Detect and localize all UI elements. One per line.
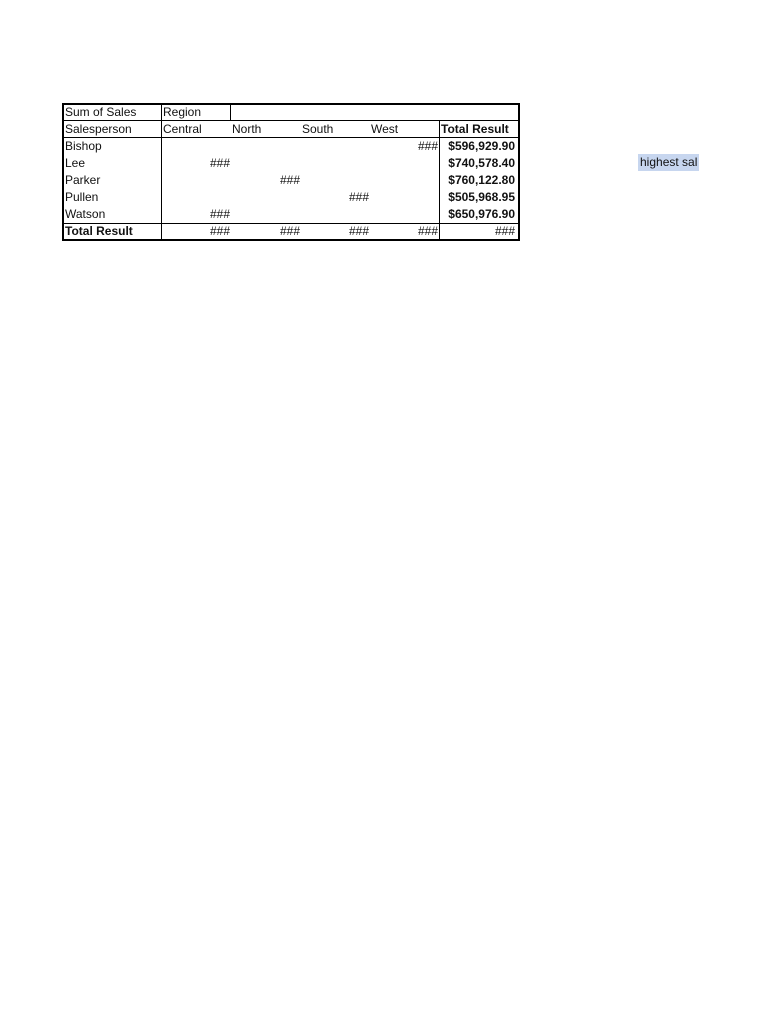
cell-pullen-total: $505,968.95 — [448, 190, 515, 204]
row-label-bishop: Bishop — [65, 139, 102, 153]
cell-lee-central: ### — [209, 156, 230, 170]
grand-total-south: ### — [348, 224, 369, 238]
column-header-central: Central — [163, 122, 202, 136]
cell-bishop-west: ### — [417, 139, 438, 153]
pivot-table — [62, 103, 520, 241]
grand-total-total: ### — [494, 224, 515, 238]
grand-total-north: ### — [279, 224, 300, 238]
data-field-label[interactable]: Sum of Sales — [65, 105, 137, 119]
grand-total-central: ### — [209, 224, 230, 238]
region-header-divider — [230, 105, 231, 120]
cell-parker-north: ### — [279, 173, 300, 187]
row-field-label[interactable]: Salesperson — [65, 122, 132, 136]
cell-bishop-total: $596,929.90 — [448, 139, 515, 153]
column-header-north: North — [232, 122, 262, 136]
row-label-pullen: Pullen — [65, 190, 99, 204]
cell-pullen-south: ### — [348, 190, 369, 204]
cell-watson-total: $650,976.90 — [448, 207, 515, 221]
total-column-divider — [439, 120, 440, 239]
grand-total-west: ### — [417, 224, 438, 238]
row-label-watson: Watson — [65, 207, 106, 221]
column-header-west: West — [371, 122, 399, 136]
column-header-south: South — [302, 122, 334, 136]
column-field-label[interactable]: Region — [163, 105, 202, 119]
row-label-parker: Parker — [65, 173, 101, 187]
grand-total-label: Total Result — [65, 224, 133, 238]
cell-watson-central: ### — [209, 207, 230, 221]
row-label-lee: Lee — [65, 156, 86, 170]
column-header-total: Total Result — [441, 122, 509, 136]
cell-lee-total: $740,578.40 — [448, 156, 515, 170]
cell-parker-total: $760,122.80 — [448, 173, 515, 187]
highlighted-note-cell[interactable]: highest sal — [640, 155, 698, 169]
